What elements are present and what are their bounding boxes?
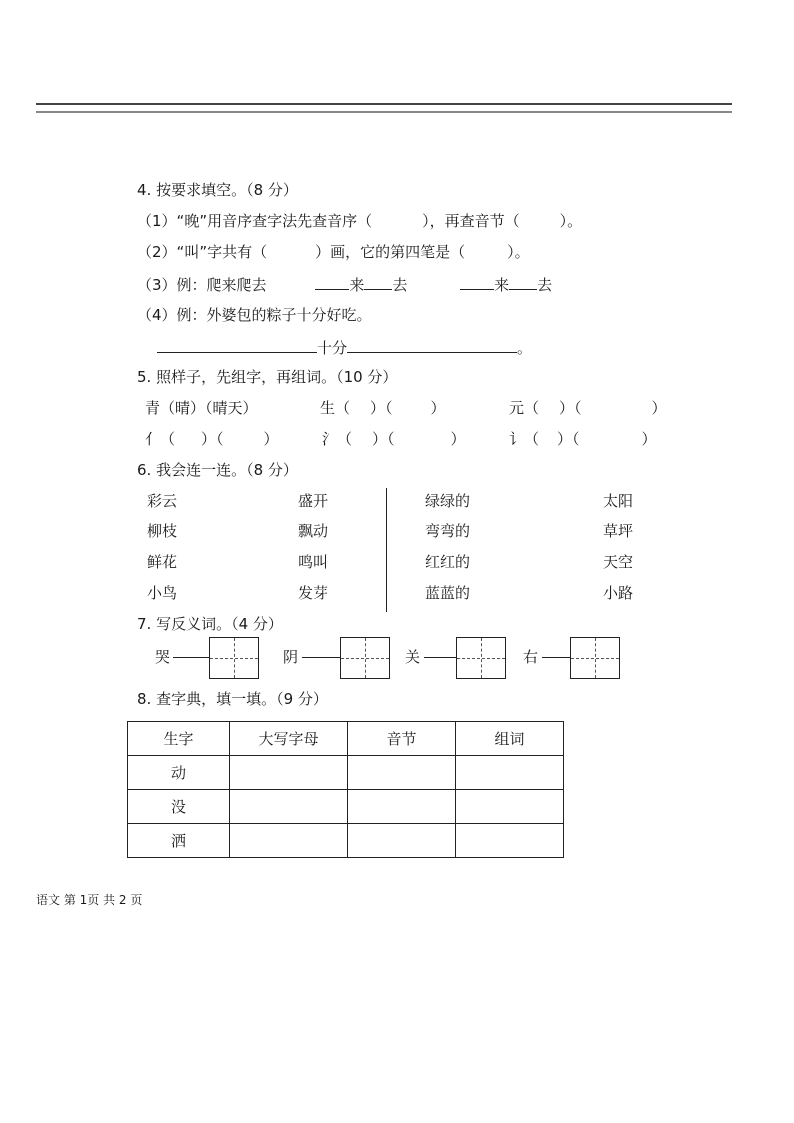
q6-mid-0: 盛开: [298, 492, 329, 510]
dictionary-table: [127, 721, 564, 858]
q6-mid-1: 飘动: [298, 522, 329, 540]
q6-divider: [386, 488, 387, 612]
q6-right1-2: 红红的: [425, 553, 471, 571]
q6-left-3: 小鸟: [147, 584, 178, 602]
answer-cell[interactable]: [230, 790, 348, 824]
answer-cell[interactable]: [456, 824, 564, 858]
q5-item-sheng: 生（ ）（ ）: [320, 399, 446, 417]
q5-item-shui: 氵（ ）（ ）: [322, 430, 466, 448]
q4-line2: （2）“叫”字共有（ ）画，它的第四笔是（ ）。: [137, 243, 530, 261]
q5-example: 青（晴）（晴天）: [145, 399, 258, 417]
q6-right2-3: 小路: [603, 584, 634, 602]
q6-left-2: 鲜花: [147, 553, 178, 571]
q5-item-yuan: 元（ ）（ ）: [509, 399, 667, 417]
q6-right1-1: 弯弯的: [425, 522, 471, 540]
header-rule: [36, 103, 732, 113]
answer-cell[interactable]: [230, 756, 348, 790]
header-cell: 生字: [128, 722, 230, 756]
header-cell: 音节: [348, 722, 456, 756]
q7-word-1: 阴: [283, 648, 299, 666]
q6-right1-3: 蓝蓝的: [425, 584, 471, 602]
q4-line3: （3）例：爬来爬去 来 去 来 去: [137, 273, 552, 295]
q6-left-0: 彩云: [147, 492, 178, 510]
q7-answer-box[interactable]: [340, 637, 390, 679]
q5-item-ren: 亻（ ）（ ）: [145, 430, 279, 448]
answer-blank[interactable]: [347, 336, 517, 353]
char-cell: 动: [128, 756, 230, 790]
q7-answer-box[interactable]: [456, 637, 506, 679]
q6-right2-1: 草坪: [603, 522, 634, 540]
answer-cell[interactable]: [456, 790, 564, 824]
q7-title: 7. 写反义词。（4 分）: [137, 615, 283, 633]
q6-mid-2: 鸣叫: [298, 553, 329, 571]
answer-blank[interactable]: [315, 273, 349, 290]
q4-line5: 十分 。: [157, 336, 532, 358]
table-header-row: [128, 722, 564, 756]
char-cell: 没: [128, 790, 230, 824]
q6-right1-0: 绿绿的: [425, 492, 471, 510]
q7-word-0: 哭: [155, 648, 171, 666]
answer-cell[interactable]: [456, 756, 564, 790]
q7-word-2: 关: [405, 648, 421, 666]
q8-title: 8. 查字典，填一填。（9 分）: [137, 690, 328, 708]
q4-title: 4. 按要求填空。（8 分）: [137, 181, 298, 199]
q6-right2-2: 天空: [603, 553, 634, 571]
answer-blank[interactable]: [157, 336, 317, 353]
char-cell: 洒: [128, 824, 230, 858]
page-footer: 语文 第 1页 共 2 页: [36, 893, 143, 907]
q6-right2-0: 太阳: [603, 492, 634, 510]
q5-title: 5. 照样子，先组字，再组词。（10 分）: [137, 368, 398, 386]
q6-title: 6. 我会连一连。（8 分）: [137, 461, 298, 479]
header-cell: 组词: [456, 722, 564, 756]
answer-cell[interactable]: [348, 824, 456, 858]
table-row: [128, 756, 564, 790]
answer-cell[interactable]: [348, 790, 456, 824]
q6-left-1: 柳枝: [147, 522, 178, 540]
q7-word-3: 右: [523, 648, 539, 666]
q6-mid-3: 发芽: [298, 584, 329, 602]
q7-answer-box[interactable]: [570, 637, 620, 679]
q4-line4: （4）例：外婆包的粽子十分好吃。: [137, 306, 372, 324]
answer-blank[interactable]: [364, 273, 392, 290]
table-row: [128, 790, 564, 824]
answer-cell[interactable]: [348, 756, 456, 790]
q4-line1: （1）“晚”用音序查字法先查音序（ ），再查音节（ ）。: [137, 212, 583, 230]
q7-answer-box[interactable]: [209, 637, 259, 679]
answer-blank[interactable]: [460, 273, 494, 290]
q5-item-yan: 讠（ ）（ ）: [509, 430, 657, 448]
table-row: [128, 824, 564, 858]
answer-blank[interactable]: [509, 273, 537, 290]
header-cell: 大写字母: [230, 722, 348, 756]
answer-cell[interactable]: [230, 824, 348, 858]
